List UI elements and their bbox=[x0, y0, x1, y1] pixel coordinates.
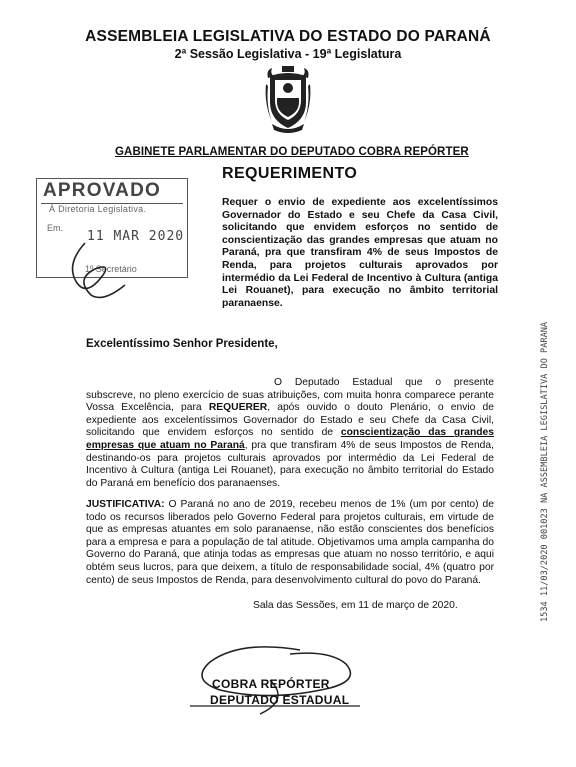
protocol-stamp-text: 1534 11/03/2020 001023 NA ASSEMBLEIA LEGISLATIVA DO PARANA bbox=[540, 321, 550, 622]
session-subtitle: 2ª Sessão Legislativa - 19ª Legislatura bbox=[174, 47, 402, 61]
document-title: REQUERIMENTO bbox=[222, 165, 358, 182]
justification bbox=[86, 499, 494, 587]
body-text-2: , após ouvido o douto Plenário, o envio de expediente aos excelentíssimos Governador do Estado e seu Chefe da Casa Civil, solicitando que envidem esforços no sentido de bbox=[86, 402, 494, 439]
salutation: Excelentíssimo Senhor Presidente, bbox=[86, 338, 278, 350]
coat-of-arms-icon bbox=[262, 64, 314, 134]
protocol-stamp bbox=[528, 321, 550, 622]
assembly-title: ASSEMBLEIA LEGISLATIVA DO ESTADO DO PARANÁ bbox=[85, 28, 491, 45]
stamp-subheading: À Diretoria Legislativa. bbox=[49, 204, 147, 214]
stamp-signature-icon bbox=[55, 235, 195, 305]
office-heading: GABINETE PARLAMENTAR DO DEPUTADO COBRA REPÓRTER bbox=[115, 146, 469, 158]
stamp-em-label: Em. bbox=[47, 223, 64, 233]
body-text-1: O Deputado Estadual que o presente subscreve, no pleno exercício de suas atribuições, com muita honra comparece perante Vossa Excelência, para bbox=[86, 377, 494, 414]
request-summary: Requer o envio de expediente aos excelentíssimos Governador do Estado e seu Chefe da Casa Civil, solicitando que envidem esforços no sentido de conscientização das grandes empresas que atuam no Paraná, pra que transfiram 4% de seus Impostos de Renda, para projetos culturais aprovados por intermédio da Lei Federal de Incentivo à Cultura (antiga Lei Rouanet), para execução no âmbito territorial paranaense. bbox=[222, 197, 498, 309]
body-text-3: , pra que transfiram 4% de seus Impostos de Renda, destinando-os para projetos culturais aprovados por intermédio da Lei Federal de Incentivo à Cultura (antiga Lei Rouanet), para execução no âmbito territorial do Estado do Paraná em benefício dos paranaenses. bbox=[86, 439, 494, 489]
body-requerer: REQUERER bbox=[208, 402, 268, 414]
justification-text: O Paraná no ano de 2019, recebeu menos de 1% (um por cento) de todo os recursos liberados pelo Governo Federal para projetos culturais, em virtude de que as empresas atuantes em solo paranaense, não estão conscientes dos benefícios para a empresa e para a população de tal atitude. Objetivamos uma ampla campanha do Governo do Paraná, que atinja todas as empresas que atuam no nosso território, e aqui obtém seus lucros, para que deixem, a título de responsabilidade social, 4% (quatro por cento) de seus Impostos de Renda, para desenvolvimento cultural do povo do Paraná. bbox=[86, 499, 494, 586]
request-body bbox=[86, 377, 494, 490]
justification-label: JUSTIFICATIVA: bbox=[86, 499, 165, 510]
place-date: Sala das Sessões, em 11 de março de 2020. bbox=[253, 600, 458, 611]
stamp-secretary: 1º Secretário bbox=[85, 264, 137, 274]
body-highlight: conscientização das grandes empresas que atuam no Paraná bbox=[86, 427, 494, 451]
signer-role: DEPUTADO ESTADUAL bbox=[210, 693, 350, 707]
signer-name: COBRA REPÓRTER bbox=[212, 677, 330, 691]
stamp-date: 11 MAR 2020 bbox=[87, 229, 185, 244]
stamp-heading: APROVADO bbox=[43, 180, 161, 201]
